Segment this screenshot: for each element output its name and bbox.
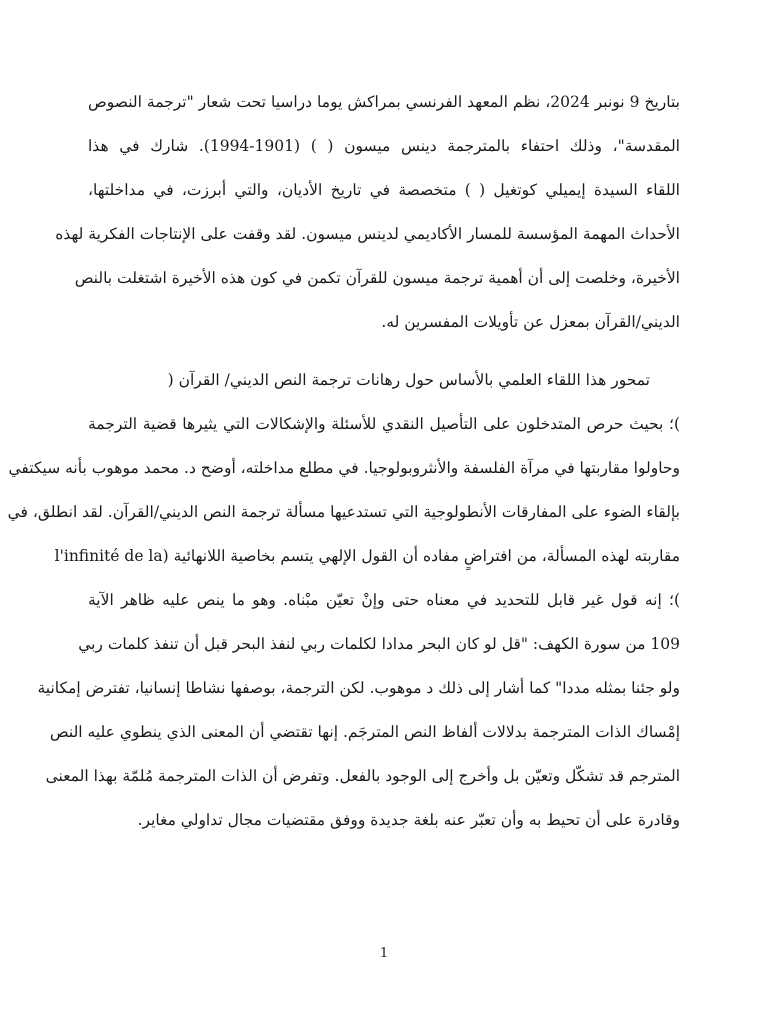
paragraph-2-line-11: وقادرة على أن تحيط به وأن تعبّر عنه بلغة جديدة ووفق مقتضيات مجال تداولي مغاير. [137, 811, 680, 829]
paragraph-1-line-3: اللقاء السيدة إيميلي كوتغيل ( ) متخصصة في تاريخ الأديان، والتي أبرزت، في مداخلتها، [88, 181, 680, 199]
paragraph-2-line-2: )؛ بحيث حرص المتدخلون على التأصيل النقدي للأسئلة والإشكالات التي يثيرها قضية الترجمة [88, 415, 680, 433]
paragraph-2-line-5: مقاربته لهذه المسألة، من افتراضٍ مفاده أن القول الإلهي يتسم بخاصية اللانهائية (l'infinité de la [54, 547, 680, 565]
paragraph-1-line-5: الأخيرة، وخلصت إلى أن أهمية ترجمة ميسون للقرآن تكمن في كون هذه الأخيرة اشتغلت بالنص [74, 269, 680, 287]
paragraph-2-line-8: ولو جئنا بمثله مددا" كما أشار إلى ذلك د موهوب. لكن الترجمة، بوصفها نشاطا إنسانيا، تفترض إمكانية [37, 679, 680, 697]
paragraph-1-line-4: الأحداث المهمة المؤسسة للمسار الأكاديمي لدينس ميسون. لقد وقفت على الإنتاجات الفكرية لهذه [55, 225, 680, 243]
paragraph-2-line-9: إمْساك الذات المترجمة بدلالات ألفاظ النص المترجَم. إنها تقتضي أن المعنى الذي ينطوي عليه النص [49, 723, 680, 741]
paragraph-2-line-3: وحاولوا مقاربتها في مرآة الفلسفة والأنثروبولوجيا. في مطلع مداخلته، أوضح د. محمد موهوب بأنه سيكتفي [8, 459, 680, 477]
paragraph-2-line-4: بإلقاء الضوء على المفارقات الأنطولوجية التي تستدعيها مسألة ترجمة النص الديني/القرآن. لقد انطلق، في [7, 503, 680, 521]
paragraph-2-line-10: المترجم قد تشكّل وتعيّن بل وأخرج إلى الوجود بالفعل. وتفرض أن الذات المترجمة مُلمّة بهذا المعنى [45, 767, 680, 785]
paragraph-2-line-7: 109 من سورة الكهف: "قل لو كان البحر مدادا لكلمات ربي لنفذ البحر قبل أن تنفذ كلمات ربي [78, 635, 680, 653]
paragraph-1-line-6: الديني/القرآن بمعزل عن تأويلات المفسرين له. [381, 313, 680, 331]
paragraph-1-line-1: بتاريخ 9 نونبر 2024، نظم المعهد الفرنسي بمراكش يوما دراسيا تحت شعار "ترجمة النصوص [88, 93, 680, 111]
page-number: 1 [379, 946, 389, 961]
paragraph-1-line-2: المقدسة"، وذلك احتفاء بالمترجمة دينس ميسون ( ) (1901-1994). شارك في هذا [88, 137, 680, 155]
paragraph-2-line-6: )؛ إنه قول غير قابل للتحديد في معناه حتى وإنْ تعيّن مبْناه. وهو ما ينص عليه ظاهر الآية [88, 591, 680, 609]
paragraph-2-line-1: تمحور هذا اللقاء العلمي بالأساس حول رهانات ترجمة النص الديني/ القرآن ( [167, 371, 650, 389]
